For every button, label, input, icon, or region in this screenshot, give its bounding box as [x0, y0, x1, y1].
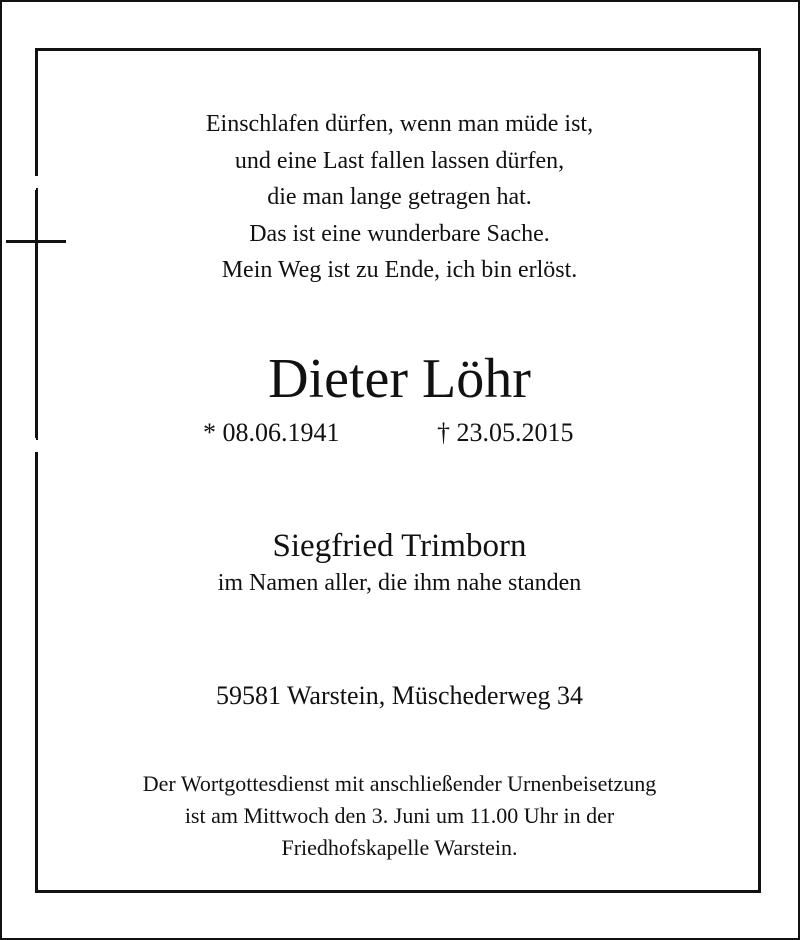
poem-line: die man lange getragen hat.	[267, 184, 532, 210]
poem-line: Das ist eine wunderbare Sache.	[249, 220, 550, 247]
death-date: † 23.05.2015	[437, 418, 574, 447]
mourner-name: Siegfried Trimborn	[272, 528, 527, 564]
service-line: Der Wortgottesdienst mit anschließender Urnenbeisetzung	[142, 771, 657, 796]
poem-line: Einschlafen dürfen, wenn man müde ist,	[205, 111, 594, 137]
poem-line: und eine Last fallen lassen dürfen,	[234, 147, 565, 174]
service-line: Friedhofskapelle Warstein.	[281, 835, 518, 860]
poem-line: Mein Weg ist zu Ende, ich bin erlöst.	[221, 257, 578, 283]
deceased-name: Dieter Löhr	[268, 348, 531, 410]
mourner-subtitle: im Namen aller, die ihm nahe standen	[217, 570, 582, 596]
address: 59581 Warstein, Müschederweg 34	[215, 681, 584, 710]
poem	[38, 106, 761, 289]
service-line: ist am Mittwoch den 3. Juni um 11.00 Uhr in der	[184, 803, 615, 828]
service-info	[38, 768, 761, 864]
birth-date: * 08.06.1941	[203, 418, 340, 447]
